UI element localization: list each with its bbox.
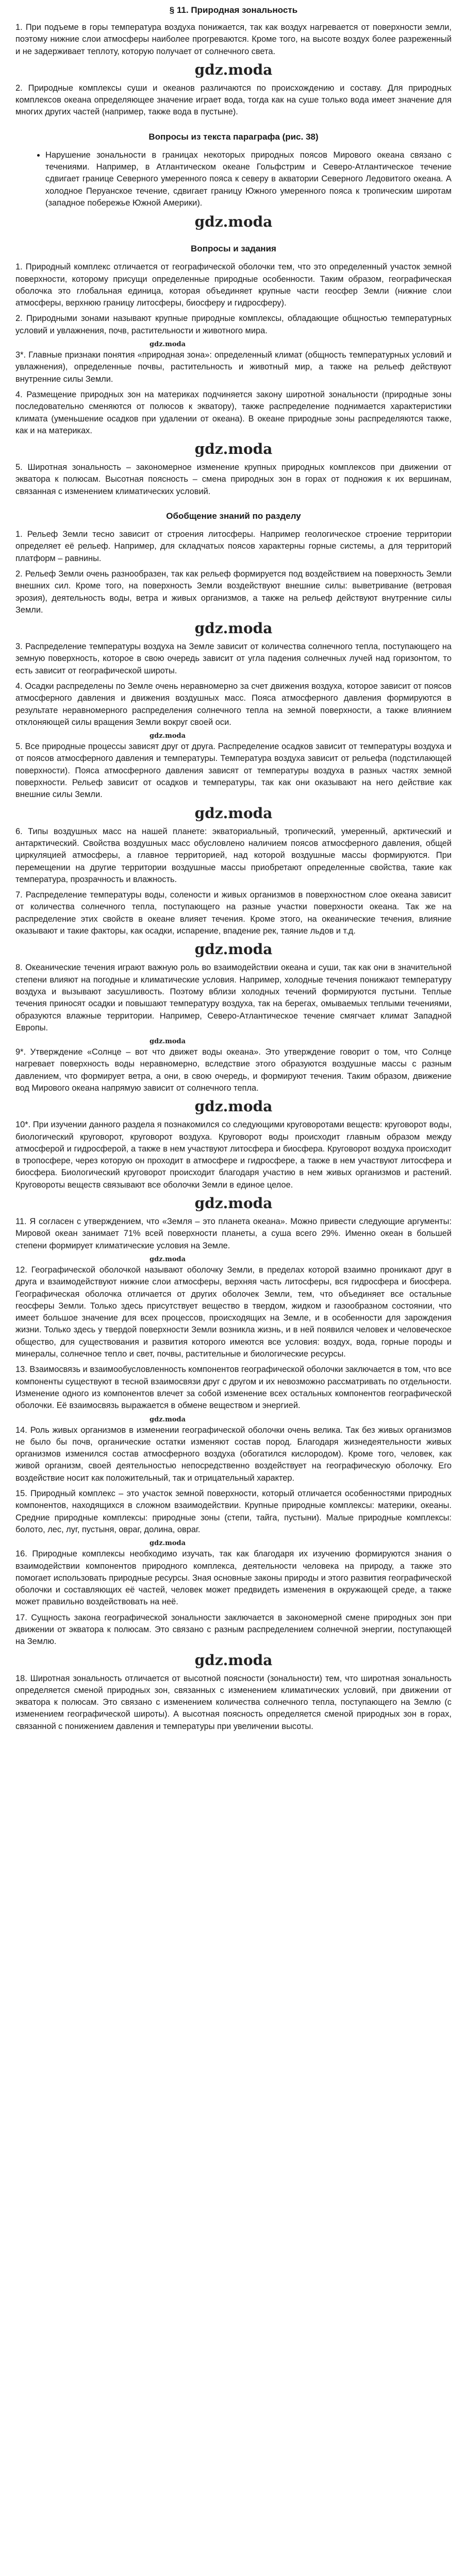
watermark: gdz.moda [194, 440, 273, 458]
answer-paragraph: 3. Распределение температуры воздуха на Земле зависит от количества солнечного тепла, поступающего на земную поверхность, которое в свою очередь зависит от угла падения солнечных лучей над горизонтом, то есть зависит от географической широты. [15, 642, 452, 675]
answer-paragraph: 6. Типы воздушных масс на нашей планете: экваториальный, тропический, умеренный, арктический и антарктический. Свойства воздушных масс обусловлено наличием поясов атмосферного давления, общей циркуляцией атмосферы, а главное территорией, над которой воздушные массы формируются. При перемещении на другие территории воздушные массы приобретают определенные свойства, такие как температура, прозрачность и влажность. [15, 826, 452, 884]
answer-paragraph: 1. Природный комплекс отличается от географической оболочки тем, что это определенный участок земной поверхности, которому присущи определенные природные особенности. Таким образом, географическая оболочка это глобальная единица, которая объединяет крупные части геосфер Земли (нижние слои атмосферы, верхнюю границу литосферы, биосферу и гидросферу). [15, 262, 452, 308]
answer-paragraph: 16. Природные комплексы необходимо изучать, так как благодаря их изучению формируются знания о взаимодействии компонентов природного комплекса, деятельности человека на природу, а также это помогает использовать природные ресурсы. Зная основные законы природы и этого развития географической оболочки и составляющих её частей, человек может предвидеть изменения в окружающей среде, а также может правильно воздействовать на неё. [15, 1549, 452, 1607]
watermark: gdz.moda [149, 732, 186, 740]
intro-answer-2: 2. Природные комплексы суши и океанов различаются по происхождению и составу. Для природных комплексов океана определяющее значение играет вода, тогда как на суше только вода имеет значение для многих других частей (например, также вода в пустыне). [15, 83, 452, 117]
answer-paragraph: 8. Океанические течения играют важную роль во взаимодействии океана и суши, так как они в значительной степени влияют на погодные и климатические условия. Например, холодные течения понижают температуру воздуха и вызывают засушливость. Поэтому вблизи холодных течений формируются пустыни. Теплые течения приносят осадки и повышают температуру воздуха, так на берегах, омываемых теплыми течениями, образуются влажные территории. Например, Северо-Атлантическое течение смягчает климат Западной Европы. [15, 963, 452, 1032]
watermark: gdz.moda [194, 1195, 273, 1212]
answer-paragraph: 1. Рельеф Земли тесно зависит от строения литосферы. Например геологическое строение территории определяет её рельеф. Например, для складчатых поясов характерны горные системы, а для территорий платформ – равнины. [15, 530, 452, 563]
watermark: gdz.moda [149, 1415, 186, 1423]
answer-paragraph: 15. Природный комплекс – это участок земной поверхности, который отличается особенностями природных компонентов, находящихся в сложном взаимодействии. Крупные природные комплексы: материки, океаны. Средние природные комплексы: природные зоны (степи, тайга, пустыни). Малые природные комплексы: болото, лес, луг, пустыня, овраг, долина, овраг. [15, 1489, 452, 1534]
answer-paragraph: 9*. Утверждение «Солнце – вот что движет воды океана». Это утверждение говорит о том, что Солнце нагревает поверхность воды неравномерно, вследствие этого образуются воздушные массы с разным давлением, что формирует ветра, а они, в свою очередь, и формируют течения. Таким образом, движение вод Мирового океана напрямую зависит от солнечного тепла. [15, 1047, 452, 1093]
answer-paragraph: 3*. Главные признаки понятия «природная зона»: определенный климат (общность температурных условий и увлажнения), определенные почвы, растительность и животный мир, а также на рельеф действуют внутренние силы Земли. [15, 350, 452, 384]
answer-paragraph: 7. Распределение температуры воды, солености и живых организмов в поверхностном слое океана зависит от количества солнечного тепла, поступающего на разные участки поверхности океана. Так же на распределение этих свойств в океане влияет течения. Кроме этого, на океанические течения, влияние оказывают и такие факторы, как осадки, испарение, впадение рек, таяние льдов и т.д. [15, 890, 452, 936]
watermark: gdz.moda [194, 1651, 273, 1669]
answer-paragraph: 2. Рельеф Земли очень разнообразен, так как рельеф формируется под воздействием на поверхность Земли внешних сил. Кроме того, на поверхность Земли воздействуют внешние силы: выветривание (ветровая эрозия), деятельность воды, ветра и живых организмов, а также на рельеф действуют внутренние силы Земли. [15, 569, 452, 615]
answer-paragraph: 13. Взаимосвязь и взаимообусловленность компонентов географической оболочки заключается в том, что все компоненты существуют в тесной взаимосвязи друг с другом и их невозможно рассматривать по отдельности. Изменение одного из компонентов влечет за собой изменение всех остальных компонентов географической оболочки. Её взаимосвязь выражается в обмене веществом и энергией. [15, 1365, 452, 1411]
answer-paragraph: 18. Широтная зональность отличается от высотной поясности (зональности) тем, что широтная зональность определяется сменой природных зон, связанных с изменением климатических условий, при движении от экватора к полюсам. Это связано с изменением количества солнечного тепла, поступающего на Землю (с изменением географической широты). А высотная поясность определяется сменой природных зон в горах, связанной с понижением давления и температуры при увеличении высоты. [15, 1673, 452, 1731]
answer-paragraph: 4. Размещение природных зон на материках подчиняется закону широтной зональности (природные зоны последовательно сменяются от полюсов к экватору), также распределение поднимается характеристики климата (уменьшение осадков при удалении от океана). В океане природные зоны распределяются также, как и на материках. [15, 389, 452, 435]
answer-paragraph: 10*. При изучении данного раздела я познакомился со следующими круговоротами веществ: круговорот воды, биологический круговорот, круговорот воздуха. Круговорот воды происходит главным образом между атмосферой и гидросферой, а также в нем участвуют литосфера и биосфера. Круговорот воздуха происходит в тропосфере, через которую он проходит в атмосфере и гидросфере, а также в нем участвуют литосфера и биосфера. Биологический круговорот происходит благодаря участию в нем живых организмов и растений. Круговороты веществ связывают все оболочки Земли в единое целое. [15, 1120, 452, 1190]
answer-paragraph: 14. Роль живых организмов в изменении географической оболочки очень велика. Так без живых организмов не было бы почв, органические остатки изменяют состав пород. Благодаря жизнедеятельности живых организмов изменился состав атмосферного воздуха (обогатился кислородом). Кроме того, человек, как живой организм, своей деятельностью непосредственно воздействует на географическую оболочку. Его воздействие носит как положительный, так и отрицательный характер. [15, 1425, 452, 1483]
answer-paragraph: 17. Сущность закона географической зональности заключается в закономерной смене природных зон при движении от экватора к полюсам. Это связано с разным распределением солнечной энергии, поступающей на Землю. [15, 1613, 452, 1647]
watermark: gdz.moda [194, 941, 273, 958]
answer-paragraph: 5. Широтная зональность – закономерное изменение крупных природных комплексов при движении от экватора к полюсам. Высотная поясность – смена природных зон в горах от подножия к их вершинам, связанная с изменением климатических условий. [15, 463, 452, 496]
answer-paragraph: 5. Все природные процессы зависят друг от друга. Распределение осадков зависит от температуры воздуха и от поясов атмосферного давления и температуры. Температура воздуха зависит от рельефа (подстилающей поверхности). Пояса атмосферного давления зависят от температуры воздуха в разных частях земной поверхности. Рельеф зависит от осадков и температуры, так как они оказывают на него действие как внешние силы Земли. [15, 742, 452, 800]
watermark: gdz.moda [149, 341, 186, 349]
bullet-list [15, 149, 452, 209]
answer-paragraph: 4. Осадки распределены по Земле очень неравномерно за счет движения воздуха, которое зависит от поясов атмосферного давления и движения воздушных масс. Пояса атмосферного давления формируются в результате неравномерного распределения солнечного тепла на земной поверхности, а также влиянием отклоняющей силы вращения Земли вокруг своей оси. [15, 681, 452, 727]
intro-answer-1: 1. При подъеме в горы температура воздуха понижается, так как воздух нагревается от поверхности земли, поэтому нижние слои атмосферы наиболее прогреваются. Кроме того, на высоте воздух более разреженный и не задерживает теплоту, которую получает от солнечного света. [15, 23, 452, 56]
section-title-questions-tasks: Вопросы и задания [191, 244, 276, 254]
document-page [15, 5, 452, 1736]
section-title-text-questions: Вопросы из текста параграфа (рис. 38) [148, 131, 319, 142]
paragraph-title: § 11. Природная зональность [169, 5, 298, 15]
answer-paragraph: 12. Географической оболочкой называют оболочку Земли, в пределах которой взаимно проникают друг в друга и взаимодействуют нижние слои атмосферы, верхняя часть литосферы, вся гидросфера и биосфера. Географическая оболочка отличается от других оболочек Земли, тем, что объединяет все остальные геосферы Земли. Только здесь присутствует вещество в твердом, жидком и газообразном состоянии, что имеет большое значение для всех процессов, происходящих на Земле, и в особенности для зарождения жизни. Только здесь у твердой поверхности Земли возникла жизнь, и в ней появился человек и человеческое общество, для существования и развития которого имеются все условия: воздух, вода, горные породы и минералы, солнечное тепло и свет, почвы, растительные и биологические ресурсы. [15, 1265, 452, 1359]
watermark: gdz.moda [149, 1038, 186, 1046]
watermark: gdz.moda [149, 1255, 186, 1263]
watermark: gdz.moda [194, 620, 273, 637]
bullet-item: • Нарушение зональности в границах некоторых природных поясов Мирового океана связано с течениями. Например, в Атлантическом океане Гольфстрим и Северо-Атлантическое течение сдвигает границе Северного умеренного пояса к северу в акватории Северного Ледовитого океана. А холодное Перуанское течение, сдвигает границу Южного умеренного пояса к тропическим широтам (западное побережье Южной Америки). [45, 149, 452, 209]
watermark: gdz.moda [194, 213, 273, 231]
section-title-summary: Обобщение знаний по разделу [166, 511, 301, 521]
watermark: gdz.moda [149, 1539, 186, 1548]
watermark: gdz.moda [194, 1098, 273, 1115]
answer-paragraph: 2. Природными зонами называют крупные природные комплексы, обладающие общностью температурных условий и увлажнения, почв, растительности и животного мира. [15, 314, 452, 335]
watermark: gdz.moda [194, 61, 273, 78]
answer-paragraph: 11. Я согласен с утверждением, что «Земля – это планета океана». Можно привести следующие аргументы: Мировой океан занимает 71% всей поверхности планеты, а суша всего 29%. Именно океан в большей степени формирует климатические условия на Земле. [15, 1217, 452, 1250]
watermark: gdz.moda [194, 804, 273, 822]
